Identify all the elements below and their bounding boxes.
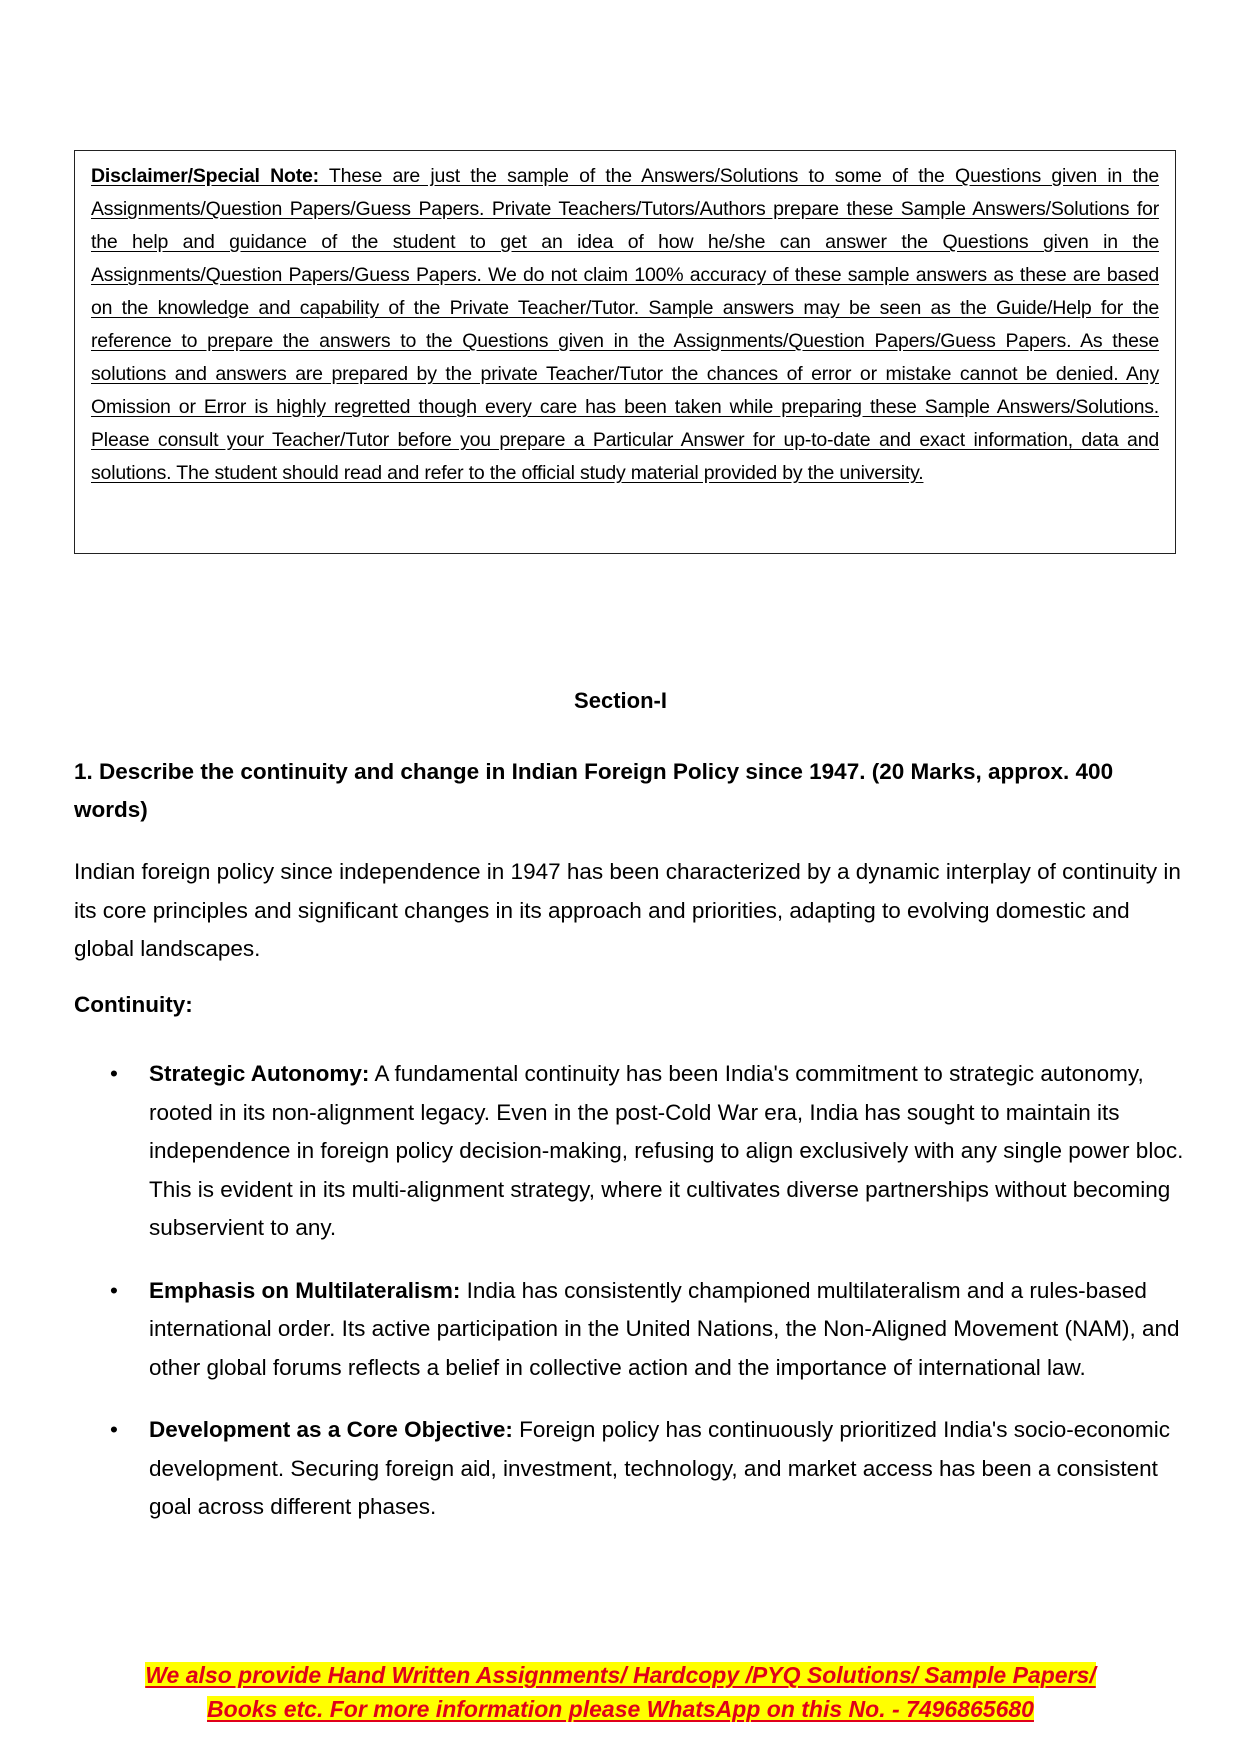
item-title: Development as a Core Objective:	[149, 1417, 513, 1442]
item-title: Strategic Autonomy:	[149, 1061, 370, 1086]
list-item	[74, 1411, 1184, 1527]
list-item	[74, 1055, 1184, 1248]
continuity-list	[74, 1055, 1184, 1551]
item-title: Emphasis on Multilateralism:	[149, 1277, 461, 1303]
item-text: A fundamental continuity has been India's commitment to strategic autonomy, rooted in its non-alignment legacy. Even in the post-Cold War era, India has sought to maintain its independence in foreign policy decision-making, refusing to align exclusively with any single power bloc. This is evident in its multi-alignment strategy, where it cultivates diverse partnerships without becoming subservient to any.	[149, 1061, 1184, 1240]
item-text: Foreign policy has continuously prioritized India's socio-economic development. Securing foreign aid, investment, technology, and market access has been a consistent goal across different phases.	[149, 1417, 1171, 1519]
disclaimer-box	[74, 150, 1176, 554]
continuity-heading: Continuity:	[74, 992, 193, 1017]
section-title: Section-I	[574, 688, 667, 713]
disclaimer-text	[91, 160, 1159, 490]
item-text: India has consistently championed multilateralism and a rules-based international order. Its active participation in the United Nations, the Non-Aligned Movement (NAM), and other global forums reflects a belief in collective action and the importance of international law.	[149, 1277, 1180, 1380]
disclaimer-label: Disclaimer/Special Note:	[91, 165, 319, 187]
list-item	[74, 1272, 1184, 1388]
disclaimer-body: These are just the sample of the Answers/Solutions to some of the Questions given in the Assignments/Question Papers/Guess Papers. Private Teachers/Tutors/Authors prepare these Sample Answers/Solutions for the help and guidance of the student to get an idea of how he/she can answer the Questions given in the Assignments/Question Papers/Guess Papers. We do not claim 100% accuracy of these sample answers as these are based on the knowledge and capability of the Private Teacher/Tutor. Sample answers may be seen as the Guide/Help for the reference to prepare the answers to the Questions given in the Assignments/Question Papers/Guess Papers. As these solutions and answers are prepared by the private Teacher/Tutor the chances of error or mistake cannot be denied. Any Omission or Error is highly regretted though every care has been taken while preparing these Sample Answers/Solutions. Please consult your Teacher/Tutor before you prepare a Particular Answer for up-to-date and exact information, data and solutions. The student should read and refer to the official study material provided by the university.	[91, 165, 1159, 484]
intro-paragraph: Indian foreign policy since independence in 1947 has been characterized by a dynamic interplay of continuity in its core principles and significant changes in its approach and priorities, adapting to evolving domestic and global landscapes.	[74, 859, 1181, 961]
promo-line-1: We also provide Hand Written Assignments/ Hardcopy /PYQ Solutions/ Sample Papers/	[145, 1662, 1096, 1688]
promo-footer	[0, 1658, 1241, 1726]
promo-line-2: Books etc. For more information please WhatsApp on this No. - 7496865680	[207, 1696, 1034, 1722]
bullet-icon: •	[110, 1417, 118, 1442]
question-heading: 1. Describe the continuity and change in Indian Foreign Policy since 1947. (20 Marks, approx. 400 words)	[74, 759, 1114, 822]
bullet-icon: •	[110, 1277, 118, 1303]
bullet-icon: •	[110, 1061, 118, 1086]
